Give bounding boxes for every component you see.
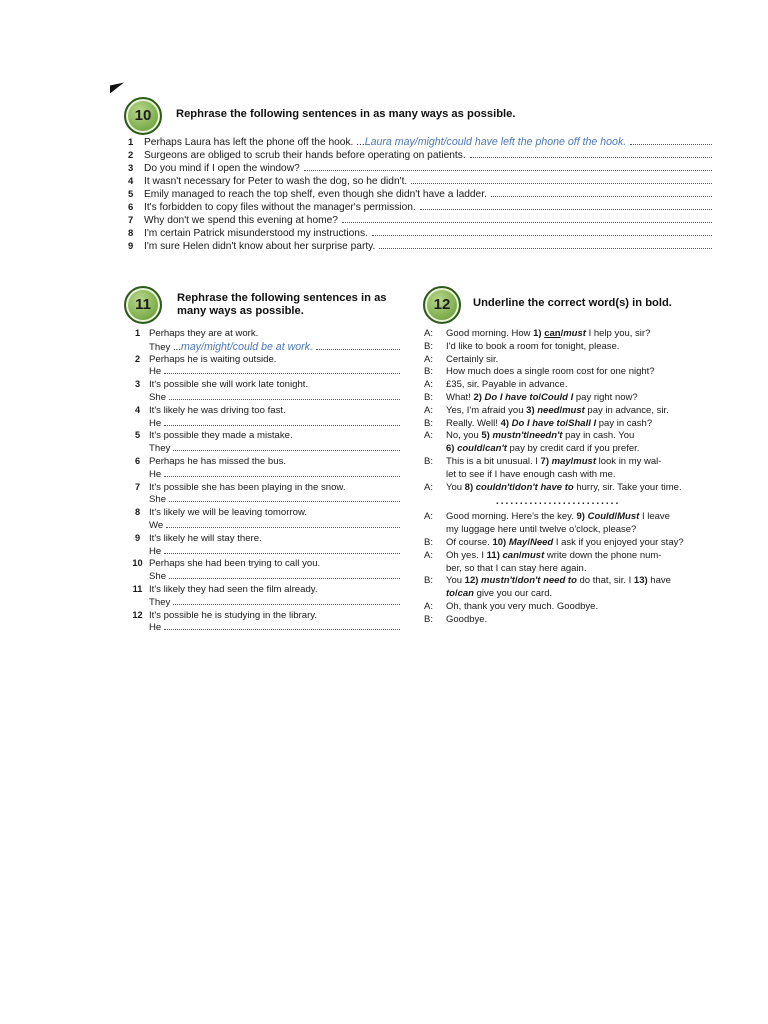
dialogue-text <box>446 328 708 341</box>
dialogue-text <box>446 354 708 367</box>
item-prompt-line <box>126 328 400 341</box>
item-sentence: Emily managed to reach the top shelf, even though she didn't have a ladder. <box>144 189 487 200</box>
item-number: 8 <box>134 507 141 518</box>
answer-subject: She <box>149 571 167 583</box>
exercise-10-list <box>128 136 712 253</box>
answer-subject: They <box>149 596 171 608</box>
item-answer-line <box>126 520 400 533</box>
dialogue-line <box>424 588 708 601</box>
example-answer: Laura may/might/could have left the phone off the hook. <box>364 136 627 148</box>
item-sentence: It wasn't necessary for Peter to wash the dog, so he didn't. <box>144 176 408 187</box>
bold-option: must <box>563 328 586 339</box>
item-prompt-line <box>126 507 400 520</box>
speaker-label: A: <box>424 328 433 339</box>
bold-option: don't need to <box>517 575 577 587</box>
exercise-11-item <box>126 456 400 482</box>
dialogue-text <box>446 575 708 588</box>
dialogue-line <box>424 354 708 367</box>
dialogue-fragment: Good morning. How <box>446 328 534 339</box>
bold-option: Could I <box>541 391 574 403</box>
bold-option: 10) <box>492 536 509 548</box>
bold-option: / <box>482 443 486 455</box>
answer-line <box>491 188 712 197</box>
item-number: 1 <box>134 328 141 338</box>
answer-line <box>173 597 400 605</box>
dialogue-text <box>446 443 708 456</box>
item-prompt-line <box>126 456 400 469</box>
item-sentence: Perhaps they are at work. <box>149 328 259 339</box>
exercise-12-badge: 12 <box>423 286 461 324</box>
exercise-11-item <box>126 354 400 380</box>
dialogue-fragment: give you our card. <box>473 588 553 600</box>
dialogue-line <box>424 524 708 537</box>
item-number: 9 <box>128 241 134 252</box>
speaker-label: A: <box>424 481 433 493</box>
answer-subject: He <box>149 468 162 480</box>
item-sentence: It's likely they had seen the film already. <box>149 583 318 595</box>
dialogue-fragment: I help you, sir? <box>585 328 651 339</box>
item-sentence: It's likely he will stay there. <box>149 532 262 544</box>
item-answer-line <box>126 341 400 354</box>
exercise-11-instruction-line1: Rephrase the following sentences in as <box>177 292 387 304</box>
dialogue-text <box>446 418 708 431</box>
bold-option: must <box>562 404 585 416</box>
answer-line <box>173 443 400 451</box>
exercise-10-item <box>128 201 712 214</box>
answer-line <box>420 201 712 210</box>
bold-option: 13) <box>633 575 651 587</box>
dialogue-text <box>446 392 708 405</box>
bold-option: 8) <box>464 481 476 493</box>
item-number: 11 <box>132 583 143 594</box>
item-number: 10 <box>132 558 143 569</box>
dialogue-fragment: do that, sir. I <box>576 575 634 587</box>
answer-line <box>164 366 400 374</box>
speaker-label <box>424 588 446 601</box>
speaker-label: A: <box>424 353 433 365</box>
item-number: 4 <box>134 404 141 415</box>
dialogue-fragment: Good morning. Here's the key. <box>446 511 577 523</box>
bold-option: Do I have to <box>484 391 539 403</box>
speaker-label: B: <box>424 455 433 467</box>
dialogue-fragment: How much does a single room cost for one night? <box>446 366 655 378</box>
bold-option: 4) <box>500 417 512 429</box>
item-prompt-line <box>126 584 400 597</box>
exercise-10-item <box>128 227 712 240</box>
dialogue-line <box>424 537 708 550</box>
speaker-label <box>424 443 446 456</box>
item-number: 1 <box>128 137 134 148</box>
item-prompt-line <box>126 558 400 571</box>
item-sentence: It's likely he was driving too fast. <box>149 404 286 416</box>
dialogue-text <box>446 405 708 418</box>
dialogue-fragment: Oh, thank you very much. Goodbye. <box>446 600 599 612</box>
answer-line <box>166 520 400 528</box>
dialogue-line <box>424 405 708 418</box>
dialogue-text <box>446 482 708 495</box>
exercise-11-item <box>126 610 400 636</box>
bold-option: can <box>457 588 474 600</box>
dialogue-fragment: Really. Well! <box>446 417 501 429</box>
exercise-11-badge: 11 <box>124 286 162 324</box>
answer-line <box>164 418 400 426</box>
dialogue-line <box>424 443 708 456</box>
dialogue-fragment: pay in cash? <box>596 417 653 429</box>
dialogue-line <box>424 341 708 354</box>
speaker-label: B: <box>424 366 433 378</box>
exercise-11-item <box>126 430 400 456</box>
item-prompt-line <box>126 482 400 495</box>
item-prompt-line <box>126 354 400 367</box>
item-number: 6 <box>128 202 134 213</box>
dialogue-text <box>446 341 708 354</box>
item-answer-line <box>126 469 400 482</box>
item-prompt-line <box>126 405 400 418</box>
item-sentence: It's possible she has been playing in the snow. <box>149 481 346 493</box>
bold-option: / <box>538 391 542 403</box>
bold-option: 2) <box>473 391 485 403</box>
answer-line <box>164 546 400 554</box>
corner-mark <box>110 83 124 94</box>
item-number: 3 <box>128 163 134 174</box>
bold-option: / <box>454 588 458 600</box>
bold-option: / <box>526 430 530 442</box>
bold-option: 12) <box>464 575 482 587</box>
bold-option: / <box>614 511 618 523</box>
dialogue-text <box>446 430 708 443</box>
dialogue-line <box>424 601 708 614</box>
bold-option: Do I have to <box>511 417 566 429</box>
answer-line <box>372 227 712 236</box>
speaker-label: B: <box>424 391 433 403</box>
item-answer-line <box>126 622 400 635</box>
dialogue-fragment: look in my wal- <box>595 455 662 467</box>
bold-option: Shall I <box>568 417 597 429</box>
answer-line <box>304 162 712 171</box>
dialogue-line <box>424 469 708 482</box>
answer-line <box>411 175 712 184</box>
dialogue-line <box>424 511 708 524</box>
item-sentence: It's possible she will work late tonight. <box>149 379 309 391</box>
speaker-label: A: <box>424 600 433 612</box>
speaker-label: A: <box>424 404 433 416</box>
speaker-label: A: <box>424 511 433 523</box>
bold-option: could <box>457 443 483 455</box>
dialogue-fragment: This is a bit unusual. I <box>446 455 541 467</box>
dialogue-text <box>446 601 708 614</box>
dialogue-fragment: Yes, I'm afraid you <box>446 404 527 416</box>
item-number: 2 <box>128 150 134 161</box>
answer-subject: They ... <box>149 341 181 353</box>
answer-subject: He <box>149 622 162 634</box>
dialogue-fragment: let to see if I have enough cash with me. <box>446 468 616 480</box>
bold-option: couldn't <box>475 481 513 493</box>
item-answer-line <box>126 418 400 431</box>
answer-line <box>169 392 400 400</box>
item-number: 3 <box>134 379 141 390</box>
dialogue-fragment: I leave <box>639 511 670 523</box>
exercise-10-instruction: Rephrase the following sentences in as many ways as possible. <box>176 108 516 120</box>
bold-option: 1) <box>533 328 545 339</box>
exercise-11-item <box>126 533 400 559</box>
dialogue-fragment: Goodbye. <box>446 613 488 625</box>
dialogue-text <box>446 614 708 627</box>
dialogue-line <box>424 430 708 443</box>
dialogue-text <box>446 511 708 524</box>
bold-option: Must <box>617 511 640 523</box>
exercise-11-instruction <box>177 292 407 318</box>
item-number: 9 <box>134 532 141 543</box>
dialogue-line <box>424 366 708 379</box>
answer-line <box>169 494 400 502</box>
item-answer-line <box>126 494 400 507</box>
example-answer: may/might/could be at work. <box>181 340 313 353</box>
dialogue-text <box>446 379 708 392</box>
speaker-label: A: <box>424 379 433 391</box>
item-sentence: Perhaps he has missed the bus. <box>149 455 287 467</box>
dialogue-fragment: pay in advance, sir. <box>584 404 669 416</box>
item-prompt-line <box>126 533 400 546</box>
item-sentence: I'm sure Helen didn't know about her surprise party. <box>144 241 376 252</box>
answer-subject: He <box>149 366 162 378</box>
answer-subject: He <box>149 545 162 557</box>
bold-option: May <box>508 536 528 548</box>
dialogue-text <box>446 469 708 482</box>
speaker-label: B: <box>424 575 433 587</box>
speaker-label: A: <box>424 430 433 442</box>
answer-subject: She <box>149 494 167 506</box>
item-sentence: Do you mind if I open the window? <box>144 163 300 174</box>
dialogue-fragment: pay by credit card if you prefer. <box>506 443 640 455</box>
bold-option: 5) <box>481 430 493 442</box>
speaker-label: B: <box>424 340 433 352</box>
bold-option: needn't <box>529 430 563 442</box>
dialogue-fragment: pay right now? <box>573 391 638 403</box>
answer-line <box>630 136 712 145</box>
item-prompt-line <box>126 610 400 623</box>
dialogue-separator: .......................... <box>496 496 621 508</box>
item-sentence: I'm certain Patrick misunderstood my instructions. <box>144 228 368 239</box>
item-number: 12 <box>132 609 143 620</box>
item-answer-line <box>126 597 400 610</box>
exercise-11-list <box>126 328 400 635</box>
dialogue-line <box>424 482 708 495</box>
speaker-label: B: <box>424 536 433 548</box>
exercise-10-item <box>128 136 712 149</box>
bold-option: 9) <box>576 511 588 523</box>
dialogue-line <box>424 614 708 627</box>
dialogue-fragment: Oh yes. I <box>446 549 487 561</box>
bold-option: mustn't <box>492 430 527 442</box>
dialogue-fragment: No, you <box>446 430 482 442</box>
dialogue-text <box>446 537 708 550</box>
item-number: 7 <box>134 481 141 492</box>
bold-option: Need <box>529 536 554 548</box>
bold-option: to <box>446 588 455 600</box>
item-number: 6 <box>134 455 141 466</box>
dialogue-fragment: pay in cash. You <box>562 430 635 442</box>
exercise-11-item <box>126 328 400 354</box>
item-number: 8 <box>128 228 134 239</box>
bold-option: can <box>544 328 561 339</box>
exercise-10-badge: 10 <box>124 97 162 135</box>
dialogue-fragment: £35, sir. Payable in advance. <box>446 379 568 391</box>
dialogue-text <box>446 550 708 563</box>
speaker-label <box>424 563 446 576</box>
dialogue-line <box>424 575 708 588</box>
item-sentence: Perhaps he is waiting outside. <box>149 353 277 365</box>
item-number: 5 <box>128 189 134 200</box>
answer-line <box>169 571 400 579</box>
exercise-10-item <box>128 149 712 162</box>
item-answer-line <box>126 392 400 405</box>
exercise-12-instruction: Underline the correct word(s) in bold. <box>473 297 672 309</box>
bold-option: 7) <box>540 455 552 467</box>
bold-option: can <box>502 549 519 561</box>
item-number: 7 <box>128 215 134 226</box>
item-sentence: Surgeons are obliged to scrub their hands before operating on patients. <box>144 150 466 161</box>
dialogue-line <box>424 563 708 576</box>
dialogue-fragment: Certainly sir. <box>446 353 499 365</box>
bold-option: can't <box>485 443 507 455</box>
bold-option: Could <box>587 511 615 523</box>
item-sentence: Perhaps she had been trying to call you. <box>149 558 321 570</box>
bold-option: / <box>559 404 563 416</box>
dialogue-fragment: write down the phone num- <box>544 549 662 561</box>
dialogue-fragment: You <box>446 575 465 587</box>
answer-line <box>164 469 400 477</box>
dialogue-text <box>446 524 708 537</box>
item-sentence: It's forbidden to copy files without the manager's permission. <box>144 202 416 213</box>
bold-option: / <box>560 328 564 339</box>
bold-option: / <box>570 455 574 467</box>
exercise-11-item <box>126 405 400 431</box>
dialogue-fragment: my luggage here until twelve o'clock, please? <box>446 524 637 536</box>
answer-subject: He <box>149 417 162 429</box>
dialogue-text <box>446 563 708 576</box>
speaker-label <box>424 524 446 537</box>
answer-line <box>164 622 400 630</box>
item-answer-line <box>126 571 400 584</box>
bold-option: / <box>518 549 522 561</box>
dialogue-line <box>424 456 708 469</box>
item-number: 2 <box>134 353 141 364</box>
item-prompt-line <box>126 430 400 443</box>
exercise-10-item <box>128 175 712 188</box>
item-sentence: Why don't we spend this evening at home? <box>144 215 338 226</box>
dialogue-fragment: I'd like to book a room for tonight, please. <box>446 340 620 352</box>
bold-option: 6) <box>446 443 458 455</box>
speaker-label: B: <box>424 613 433 625</box>
answer-line <box>379 240 712 249</box>
bold-option: need <box>537 404 560 416</box>
bold-option: 11) <box>486 549 503 561</box>
answer-line <box>342 214 712 223</box>
dialogue-line <box>424 379 708 392</box>
dialogue-line <box>424 392 708 405</box>
bold-option: don't have to <box>514 481 574 493</box>
answer-subject: They <box>149 443 171 455</box>
dialogue-fragment: You <box>446 481 465 493</box>
dialogue-fragment: What! <box>446 391 474 403</box>
bold-option: 3) <box>526 404 538 416</box>
bold-option: may <box>551 455 571 467</box>
exercise-11-item <box>126 507 400 533</box>
exercise-10-item <box>128 214 712 227</box>
item-sentence: It's possible he is studying in the library. <box>149 609 318 621</box>
exercise-11-item <box>126 379 400 405</box>
speaker-label: B: <box>424 417 433 429</box>
exercise-12-dialogue <box>424 328 708 627</box>
dialogue-text <box>446 456 708 469</box>
exercise-11-item <box>126 584 400 610</box>
dialogue-line <box>424 328 708 341</box>
item-prompt-line <box>126 379 400 392</box>
exercise-10-item <box>128 162 712 175</box>
dialogue-text <box>446 588 708 601</box>
answer-line <box>316 342 400 350</box>
item-sentence: It's possible they made a mistake. <box>149 430 293 442</box>
speaker-label <box>424 469 446 482</box>
answer-subject: She <box>149 391 167 403</box>
exercise-11-instruction-line2: many ways as possible. <box>177 305 304 317</box>
speaker-label: A: <box>424 549 433 561</box>
dialogue-text <box>446 366 708 379</box>
answer-line <box>470 149 712 158</box>
bold-option: mustn't <box>481 575 515 587</box>
item-sentence: Perhaps Laura has left the phone off the hook. ... <box>144 137 365 148</box>
item-sentence: It's likely we will be leaving tomorrow. <box>149 507 308 519</box>
dialogue-fragment: hurry, sir. Take your time. <box>573 481 682 493</box>
item-answer-line <box>126 443 400 456</box>
dialogue-line <box>424 418 708 431</box>
dialogue-fragment: have <box>650 575 671 587</box>
exercise-11-item <box>126 482 400 508</box>
item-number: 5 <box>134 430 141 441</box>
answer-subject: We <box>149 519 164 531</box>
item-number: 4 <box>128 176 134 187</box>
exercise-10-item <box>128 188 712 201</box>
bold-option: must <box>521 549 545 561</box>
item-answer-line <box>126 546 400 559</box>
dialogue-line <box>424 550 708 563</box>
bold-option: must <box>573 455 596 467</box>
bold-option: / <box>527 536 530 548</box>
dialogue-fragment: I ask if you enjoyed your stay? <box>553 536 684 548</box>
exercise-10-item <box>128 240 712 253</box>
dialogue-fragment: ber, so that I can stay here again. <box>446 562 587 574</box>
bold-option: / <box>565 417 569 429</box>
bold-option: / <box>512 481 515 493</box>
exercise-11-item <box>126 558 400 584</box>
dialogue-fragment: Of course. <box>446 536 493 548</box>
item-answer-line <box>126 366 400 379</box>
bold-option: / <box>514 575 518 587</box>
